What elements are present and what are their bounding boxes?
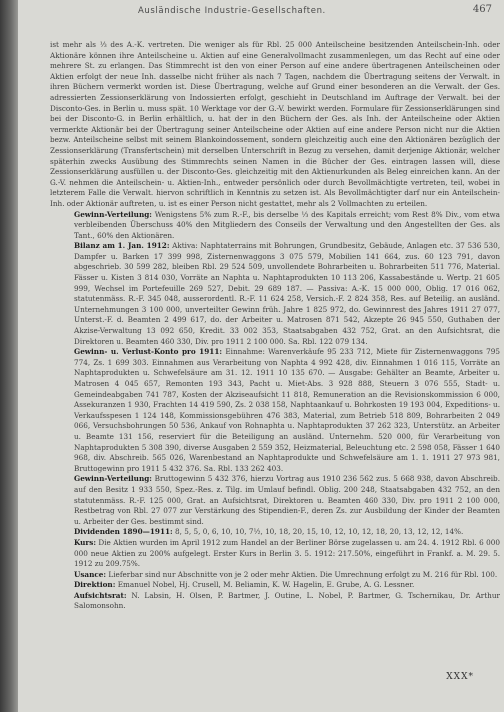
running-header-title: Ausländische Industrie-Gesellschaften. (138, 6, 326, 16)
paragraph-label: Gewinn-Verteilung: (74, 209, 152, 219)
document-paragraph (50, 527, 500, 538)
page-number: 467 (472, 4, 492, 15)
document-paragraph (50, 241, 500, 347)
document-paragraph (50, 570, 500, 581)
paragraph-label: Bilanz am 1. Jan. 1912: (74, 241, 170, 251)
document-paragraph (50, 347, 500, 474)
signature-mark: XXX* (446, 672, 474, 682)
document-paragraph (50, 591, 500, 612)
document-paragraph (50, 474, 500, 527)
paragraph-text: ist mehr als ⅓ des A.-K. vertreten. Die weniger als für Rbl. 25 000 Anteilscheine besitzenden Anteilschein-Inh. oder Aktionäre können ihre Anteilscheine u. Aktien auf eine Generalvollmacht zusammenlegen, um das Recht auf eine oder mehrere St. zu erlangen. Das Stimmrecht ist den von einer Person auf eine andere übertragenen Anteilscheinen oder Aktien erfolgt der neue Inh. dasselbe nicht früher als nach 7 Tagen, nachdem die Übertragung seitens der Verwalt. in ihren Büchern vermerkt worden ist. Diese Übertragung, welche auf Grund einer besonderen an die Verwalt. der Ges. adressierten Zessionserklärung von Indossierten erfolgt, geschieht in Deutschland im Auftrage der Verwalt. bei der Disconto-Ges. in Berlin u. muss spät. 10 Werktage vor der G.-V. bewirkt werden. Formulare für Zessionserklärungen sind bei der Disconto-G. in Berlin erhältlich, u. hat der in den Büchern der Ges. als Inh. der Anteilscheine oder Aktien vermerkte Aktionär bei der Übertragung seiner Anteilscheine oder Aktien auf eine andere Person nicht nur die Aktien bezw. Anteilscheine selbst mit seinem Blankoindossement, sondern gleichzeitig auch eine den Aktionären bezüglich der Zessionserklärung (Transfertschein) mit derselben Unterschrift in Bezug zu versehen, damit derjenige Aktionär, welcher späterhin zwecks Ausübung des Stimmrechts seinen Namen in die Bücher der Ges. eintragen lassen will, diese Zessionserklärung ausfüllen u. der Disconto-Ges. gleichzeitig mit den Aktienurkunden als Beleg einreichen kann. An der G.-V. nehmen die Anteilschein- u. Aktien-Inh., entweder persönlich oder durch Bevollmächtigte vertreten, teil, wobei in letzterem Falle die Verwalt. hiervon schriftlich in Kenntnis zu setzen ist. Als Bevollmächtigter darf nur ein Anteilschein-Inh. oder Aktionär auftreten, u. ist es einer Person nicht gestattet, mehr als 2 Vollmachten zu erteilen. (50, 40, 500, 208)
document-paragraph (50, 538, 500, 570)
paragraph-label: Aufsichtsrat: (74, 590, 127, 600)
document-page (18, 0, 504, 712)
document-paragraph (50, 580, 500, 591)
paragraph-text: Aktiva: Naphtaterrains mit Bohrungen, Grundbesitz, Gebäude, Anlagen etc. 37 536 530, Dampfer u. Barken 17 399 998, Zisternenwaggons 3 075 579, Mobilien 141 664, zus. 60 123 791, davon abgeschrieb. 30 599 282, bleiben Rbl. 29 524 509, unvollendete Bohrarbeiten u. Bohrarbeiten 511 776, Material. Fässer u. Kisten 3 814 030, Vorräte an Naphta u. Naphtaprodukten 10 113 206, Kassabestände u. Wertp. 21 605 999, Wechsel im Portefeuille 269 527, Debit. 29 689 187. — Passiva: A.-K. 15 000 000, Oblig. 17 016 062, statutenmäss. R.-F. 345 048, ausserordentl. R.-F. 11 624 258, Versich.-F. 2 824 358, Res. auf Beteilig. an ausländ. Unternehmungen 3 100 000, unverteilter Gewinn früh. Jahre 1 825 972, do. Gewinnrest des Jahres 1911 27 077, Unterst.-F. d. Beamten 2 499 617, do. der Arbeiter u. Matrosen 871 542, Akzepte 26 945 550, Guthaben der Akzise-Verwaltung 13 092 650, Kredit. 33 002 353, Staatsabgaben 432 752, Grat. an den Aufsichtsrat, die Direktoren u. Beamten 460 330, Div. pro 1911 2 100 000. Sa. Rbl. 122 079 134. (74, 241, 500, 346)
paragraph-label: Direktion: (74, 580, 116, 590)
book-spine-shadow (0, 0, 18, 712)
document-body (50, 40, 500, 660)
running-header (18, 4, 504, 20)
paragraph-text: Die Aktien wurden im April 1912 zum Handel an der Berliner Börse zugelassen u. am 24. 4. 1912 Rbl. 6 000 000 neue Aktien zu 200% aufgelegt. Erster Kurs in Berlin 3. 5. 1912: 217.50%, eingeführt in Frankf. a. M. 29. 5. 1912 zu 209.75%. (74, 537, 500, 569)
paragraph-text: Lieferbar sind nur Abschnitte von je 2 oder mehr Aktien. Die Umrechnung erfolgt zu M. 216 für Rbl. 100. (108, 569, 498, 579)
paragraph-label: Gewinn- u. Verlust-Konto pro 1911: (74, 347, 223, 357)
paragraph-text: Emanuel Nobel, Hj. Crusell, M. Beliamin, K. W. Hagelin, E. Grube, A. G. Lessner. (117, 580, 415, 590)
document-paragraph (50, 40, 500, 210)
paragraph-text: Wenigstens 5% zum R.-F., bis derselbe ⅓ des Kapitals erreicht; vom Rest 8% Div., vom etwa verbleibenden Überschuss 40% den Mitgliedern des Conseils der Verwaltung und den Angestellten der Ges. als Tant., 60% den Aktionären. (74, 209, 500, 240)
paragraph-text: 8, 5, 5, 0, 6, 10, 10, 7½, 10, 18, 20, 15, 10, 12, 10, 12, 18, 20, 13, 12, 12, 14%. (175, 527, 464, 537)
paragraph-label: Gewinn-Verteilung: (74, 474, 152, 484)
paragraph-text: N. Labsin, H. Olsen, P. Bartmer, J. Outine, L. Nobel, P. Bartmer, G. Tschernikau, Dr. Arthur Salomonsohn. (74, 590, 500, 611)
paragraph-text: Einnahme: Warenverkäufe 95 233 712, Miete für Zisternenwaggons 795 774, Zs. 1 699 303. Einnahmen aus Verarbeitung von Naphta 4 992 428, div. Einnahmen 1 016 115, Vorräte an Naphtaprodukten u. Schwefelsäure am 31. 12. 1911 10 135 670. — Ausgabe: Gehälter an Beamte, Arbeiter u. Matrosen 4 045 657, Remonten 193 343, Pacht u. Miet-Abs. 3 928 888, Steuern 3 076 555, Stadt- u. Gemeindeabgaben 741 787, Kosten der Akziseaufsicht 11 818, Remuneration an die Revisionskommission 6 000, Assekuranzen 1 930, Frachten 14 419 590, Zs. 2 038 158, Naphtaankauf u. Bohrkosten 19 193 004, Expeditions- u. Verkaufsspesen 1 124 148, Kommissionsgebühren 476 383, Material, zum Betrieb 518 809, Bohrarbeiten 2 049 066, Versuchsbohrungen 50 536, Ankauf von Rohnaphta u. Naphtaprodukten 37 262 323, Unterstütz. an Arbeiter u. Beamte 131 156, reserviert für die Beteiligung an ausländ. Unternehm. 520 000, für Verarbeitung von Naphtaprodukten 5 308 390, diverse Ausgaben 2 559 352, Heizmaterial, Beleuchtung etc. 2 598 058, Fässer 1 640 968, div. Abschreib. 565 026, Warenbestand an Naphtaprodukte und Schwefelsäure am 1. 1. 1911 27 973 981, Bruttogewinn pro 1911 5 432 376. Sa. Rbl. 133 262 403. (74, 347, 500, 473)
paragraph-text: Bruttogewinn 5 432 376, hierzu Vortrag aus 1910 236 562 zus. 5 668 938, davon Abschreib. auf den Besitz 1 933 550, Spez.-Res. z. Tilg. im Umlauf befindl. Oblig. 200 248, Staatsabgaben 432 752, an den statutenmäss. R.-F. 125 000, Grat. an Aufsichtsrat, Direktoren u. Beamten 460 330, Div. pro 1911 2 100 000, Restbetrag von Rbl. 27 077 zur Verstärkung des Stipendien-F., deren Zs. zur Ausbildung der Kinder der Beamten u. Arbeiter der Ges. bestimmt sind. (74, 474, 500, 526)
document-paragraph (50, 210, 500, 242)
paragraph-label: Kurs: (74, 537, 96, 547)
paragraph-label: Usance: (74, 569, 107, 579)
paragraph-label: Dividenden 1890—1911: (74, 527, 173, 537)
